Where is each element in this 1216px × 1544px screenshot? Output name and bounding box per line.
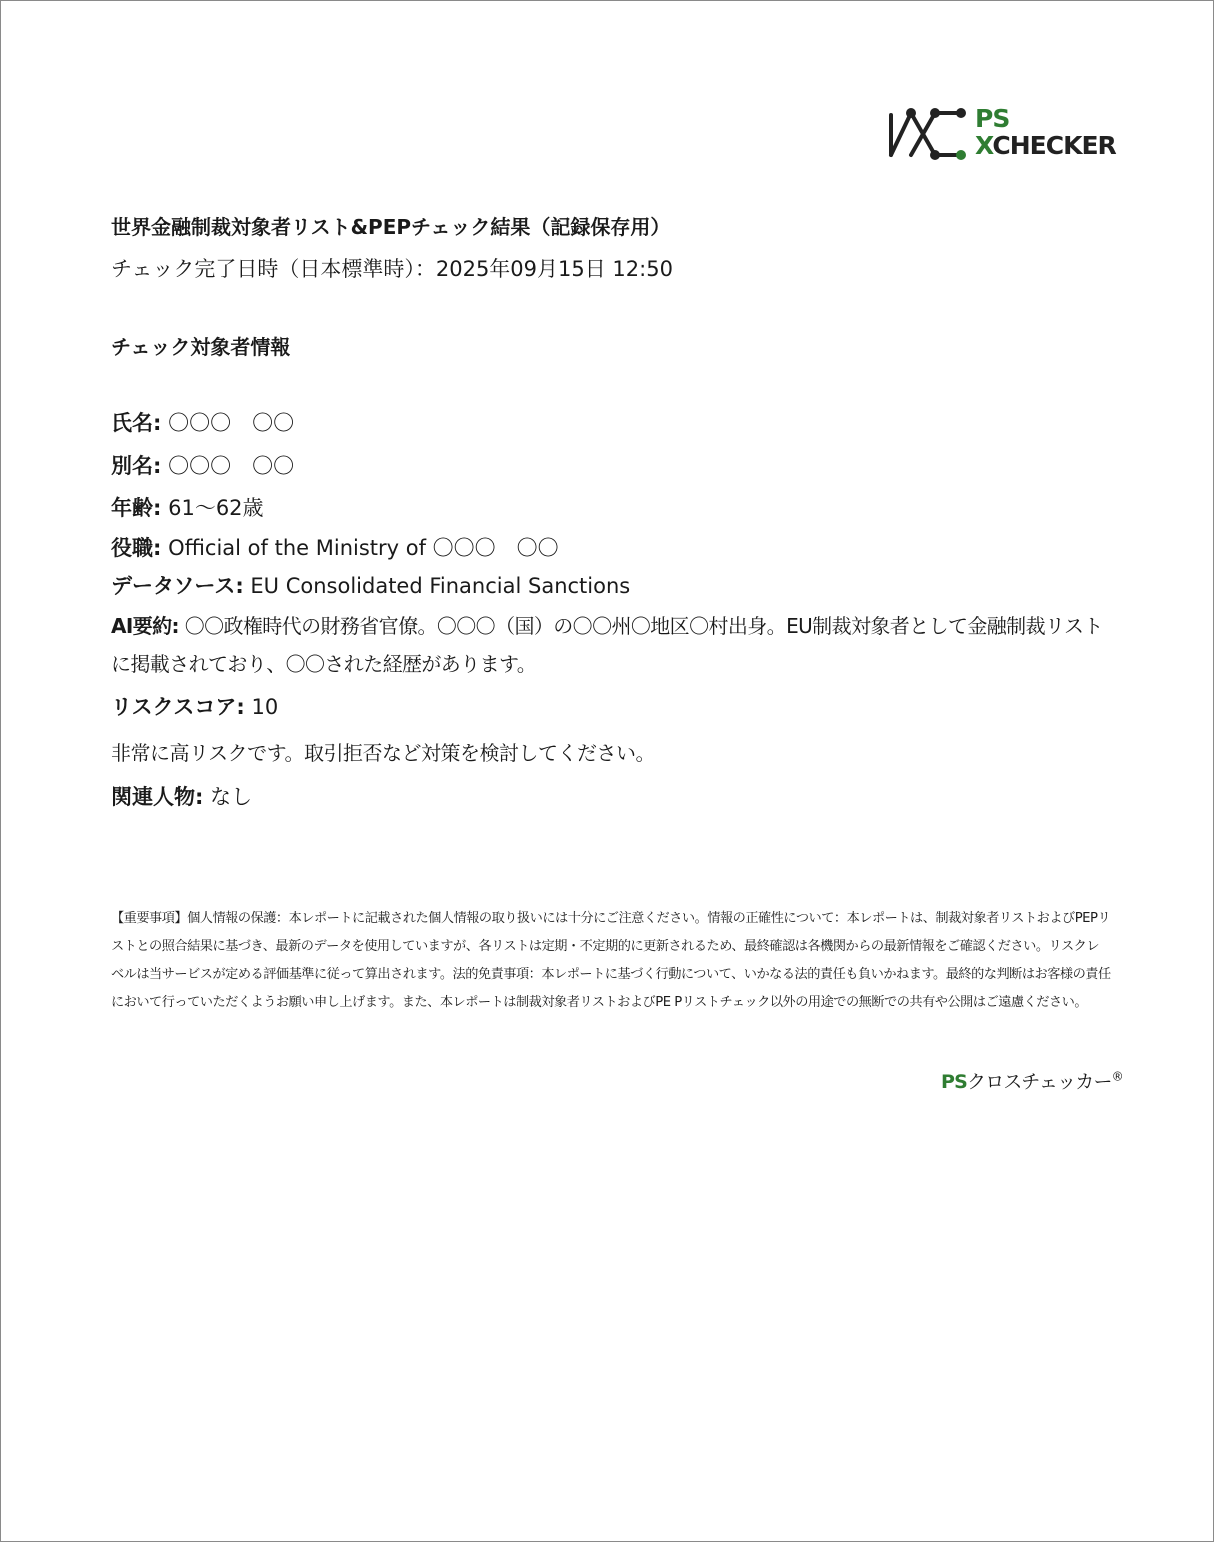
important-notice: 【重要事項】個人情報の保護：本レポートに記載された個人情報の取り扱いには十分にご注意ください。情報の正確性について：本レポートは、制裁対象者リストおよびPEPリストとの照合結果に基づき、最新のデータを使用していますが、各リストは定期・不定期的に更新されるため、最終確認は各機関からの最新情報をご確認ください。リスクレベルは当サービスが定める評価基準に従って算出されます。法的免責事項：本レポートに基づく行動について、いかなる法的責任も負いかねます。最終的な判断はお客様の責任において行っていただくようお願い申し上げます。また、本レポートは制裁対象者リストおよびPE Pリストチェック以外の用途での無断での共有や公開はご遠慮ください。 (111, 911, 1111, 1010)
completion-datetime: チェック完了日時（日本標準時）：2025年09月15日 12:50 (111, 257, 673, 281)
report-title: 世界金融制裁対象者リスト&PEPチェック結果（記録保存用） (111, 215, 671, 239)
position-label: 役職: (111, 536, 162, 560)
risk-score-field (111, 691, 278, 721)
network-logo-icon (887, 105, 977, 165)
ps-xchecker-logo (887, 104, 1116, 165)
position-value: Official of the Ministry of 〇〇〇 〇〇 (168, 536, 559, 560)
alias-field (111, 450, 294, 480)
name-label: 氏名: (111, 411, 162, 435)
age-field (111, 492, 264, 522)
logo-checker: CHECKER (992, 131, 1116, 160)
name-field (111, 407, 294, 437)
risk-advice: 非常に高リスクです。取引拒否など対策を検討してください。 (111, 741, 655, 765)
footer-brand-ps: PS (941, 1071, 968, 1093)
data-source-label: データソース: (111, 574, 244, 598)
age-label: 年齢: (111, 496, 162, 520)
data-source-field (111, 570, 630, 600)
footer-brand (941, 1067, 1123, 1094)
data-source-value: EU Consolidated Financial Sanctions (250, 574, 631, 598)
related-persons-field (111, 781, 252, 811)
related-persons-value: なし (210, 785, 253, 809)
risk-score-value: 10 (251, 695, 279, 719)
name-value: 〇〇〇 〇〇 (168, 411, 295, 435)
registered-mark: ® (1111, 1069, 1123, 1084)
age-value: 61～62歳 (168, 496, 264, 520)
ai-summary-value: 〇〇政権時代の財務省官僚。〇〇〇（国）の〇〇州〇地区〇村出身。EU制裁対象者として金融制裁リストに掲載されており、〇〇された経歴があります。 (111, 614, 1103, 676)
logo-ps: PS (975, 104, 1010, 133)
position-field (111, 532, 559, 562)
related-persons-label: 関連人物: (111, 785, 204, 809)
alias-label: 別名: (111, 454, 162, 478)
risk-score-label: リスクスコア: (111, 695, 245, 719)
logo-wordmark (975, 105, 1116, 159)
alias-value: 〇〇〇 〇〇 (168, 454, 295, 478)
ai-summary-label: AI要約: (111, 614, 179, 638)
footer-brand-name: クロスチェッカー (967, 1071, 1112, 1093)
subject-section-title: チェック対象者情報 (111, 335, 291, 359)
logo-x: X (975, 131, 993, 160)
ai-summary (111, 607, 1107, 683)
